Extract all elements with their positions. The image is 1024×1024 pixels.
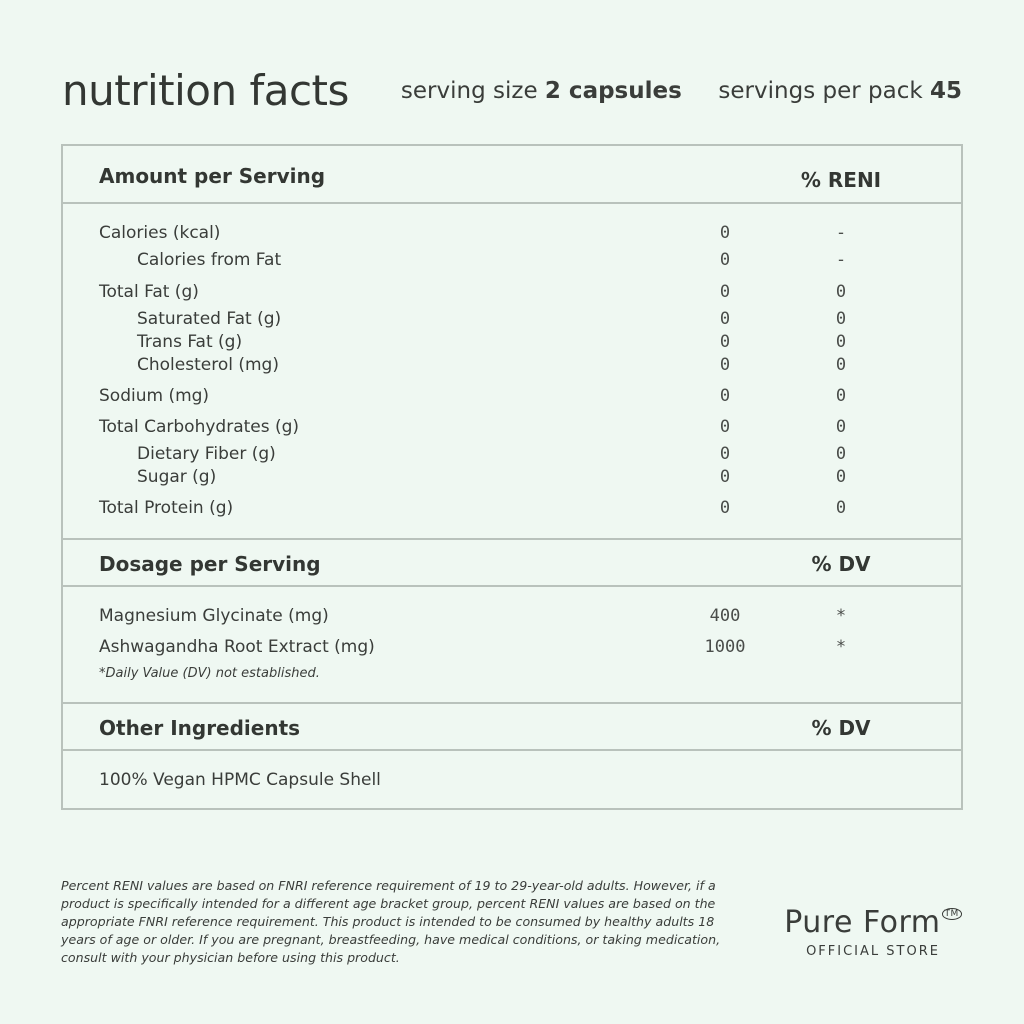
row-name: Dietary Fiber (g) (137, 444, 276, 464)
dosage-section-header (63, 538, 961, 587)
row-amount: 0 (719, 444, 731, 464)
other-ingredients-label: Other Ingredients (99, 716, 301, 740)
row-name: Total Carbohydrates (g) (99, 417, 300, 437)
other-ingredients-header (63, 702, 961, 751)
row-percent: 0 (835, 355, 847, 375)
row-name: Total Protein (g) (99, 498, 234, 518)
other-ingredient-item: 100% Vegan HPMC Capsule Shell (99, 770, 381, 790)
row-percent: - (835, 250, 847, 270)
dv-column-label: % DV (811, 552, 871, 576)
row-amount: 0 (719, 309, 731, 329)
brand-logo (770, 905, 976, 959)
row-name: Total Fat (g) (99, 282, 199, 302)
amount-section-header (63, 146, 961, 204)
row-name: Calories from Fat (137, 250, 282, 270)
table-row (63, 386, 961, 410)
dv-footnote: *Daily Value (DV) not established. (99, 666, 320, 681)
row-amount: 0 (719, 355, 731, 375)
row-percent: 0 (835, 309, 847, 329)
table-row (63, 282, 961, 306)
row-percent: - (835, 223, 847, 243)
reni-column-label: % RENI (800, 168, 882, 192)
dosage-section-label: Dosage per Serving (99, 552, 321, 576)
row-name: Ashwagandha Root Extract (mg) (99, 637, 375, 657)
row-percent: 0 (835, 467, 847, 487)
nutrition-table (61, 144, 963, 810)
trademark-mark: TM (942, 908, 962, 920)
table-row (63, 637, 961, 661)
row-percent: 0 (835, 444, 847, 464)
table-row (63, 417, 961, 441)
table-row (63, 223, 961, 247)
row-name: Cholesterol (mg) (137, 355, 279, 375)
table-row (63, 355, 961, 379)
row-amount: 0 (719, 417, 731, 437)
brand-name: Pure Form ™ (770, 905, 976, 940)
row-name: Saturated Fat (g) (137, 309, 282, 329)
row-name: Trans Fat (g) (137, 332, 243, 352)
disclaimer-text: Percent RENI values are based on FNRI reference requirement of 19 to 29-year-old adults. However, if a product is specifically intended for a different age bracket group, percent RENI values are based on the appropriate FNRI reference requirement. This product is intended to be consumed by healthy adults 18 years of age or older. If you are pregnant, breastfeeding, have medical conditions, or taking medication, consult with your physician before using this product. (61, 878, 721, 965)
row-name: Magnesium Glycinate (mg) (99, 606, 329, 626)
serving-size-value: 2 capsules (544, 78, 682, 104)
header (62, 66, 962, 122)
row-amount: 0 (719, 223, 731, 243)
table-row (63, 498, 961, 522)
row-amount: 1000 (704, 637, 746, 657)
amount-section-label: Amount per Serving (99, 164, 326, 188)
row-percent: 0 (835, 282, 847, 302)
row-name: Calories (kcal) (99, 223, 221, 243)
row-percent: * (835, 637, 847, 657)
row-percent: 0 (835, 386, 847, 406)
table-row (63, 606, 961, 630)
row-percent: 0 (835, 417, 847, 437)
row-amount: 0 (719, 386, 731, 406)
brand-subtitle: OFFICIAL STORE (806, 944, 940, 959)
row-name: Sugar (g) (137, 467, 217, 487)
page-title: nutrition facts (62, 66, 349, 115)
other-dv-column-label: % DV (811, 716, 871, 740)
row-amount: 0 (719, 498, 731, 518)
serving-size-label: serving size (400, 78, 538, 104)
servings-per-pack-label: servings per pack (718, 78, 923, 104)
row-name: Sodium (mg) (99, 386, 210, 406)
table-row (63, 332, 961, 356)
table-row (63, 250, 961, 274)
row-amount: 0 (719, 282, 731, 302)
row-percent: 0 (835, 498, 847, 518)
serving-info (401, 78, 962, 104)
row-amount: 0 (719, 332, 731, 352)
table-row (63, 467, 961, 491)
row-amount: 400 (709, 606, 741, 626)
row-percent: 0 (835, 332, 847, 352)
row-amount: 0 (719, 467, 731, 487)
row-percent: * (835, 606, 847, 626)
table-row (63, 444, 961, 468)
table-row (63, 309, 961, 333)
servings-per-pack-value: 45 (929, 78, 962, 104)
row-amount: 0 (719, 250, 731, 270)
